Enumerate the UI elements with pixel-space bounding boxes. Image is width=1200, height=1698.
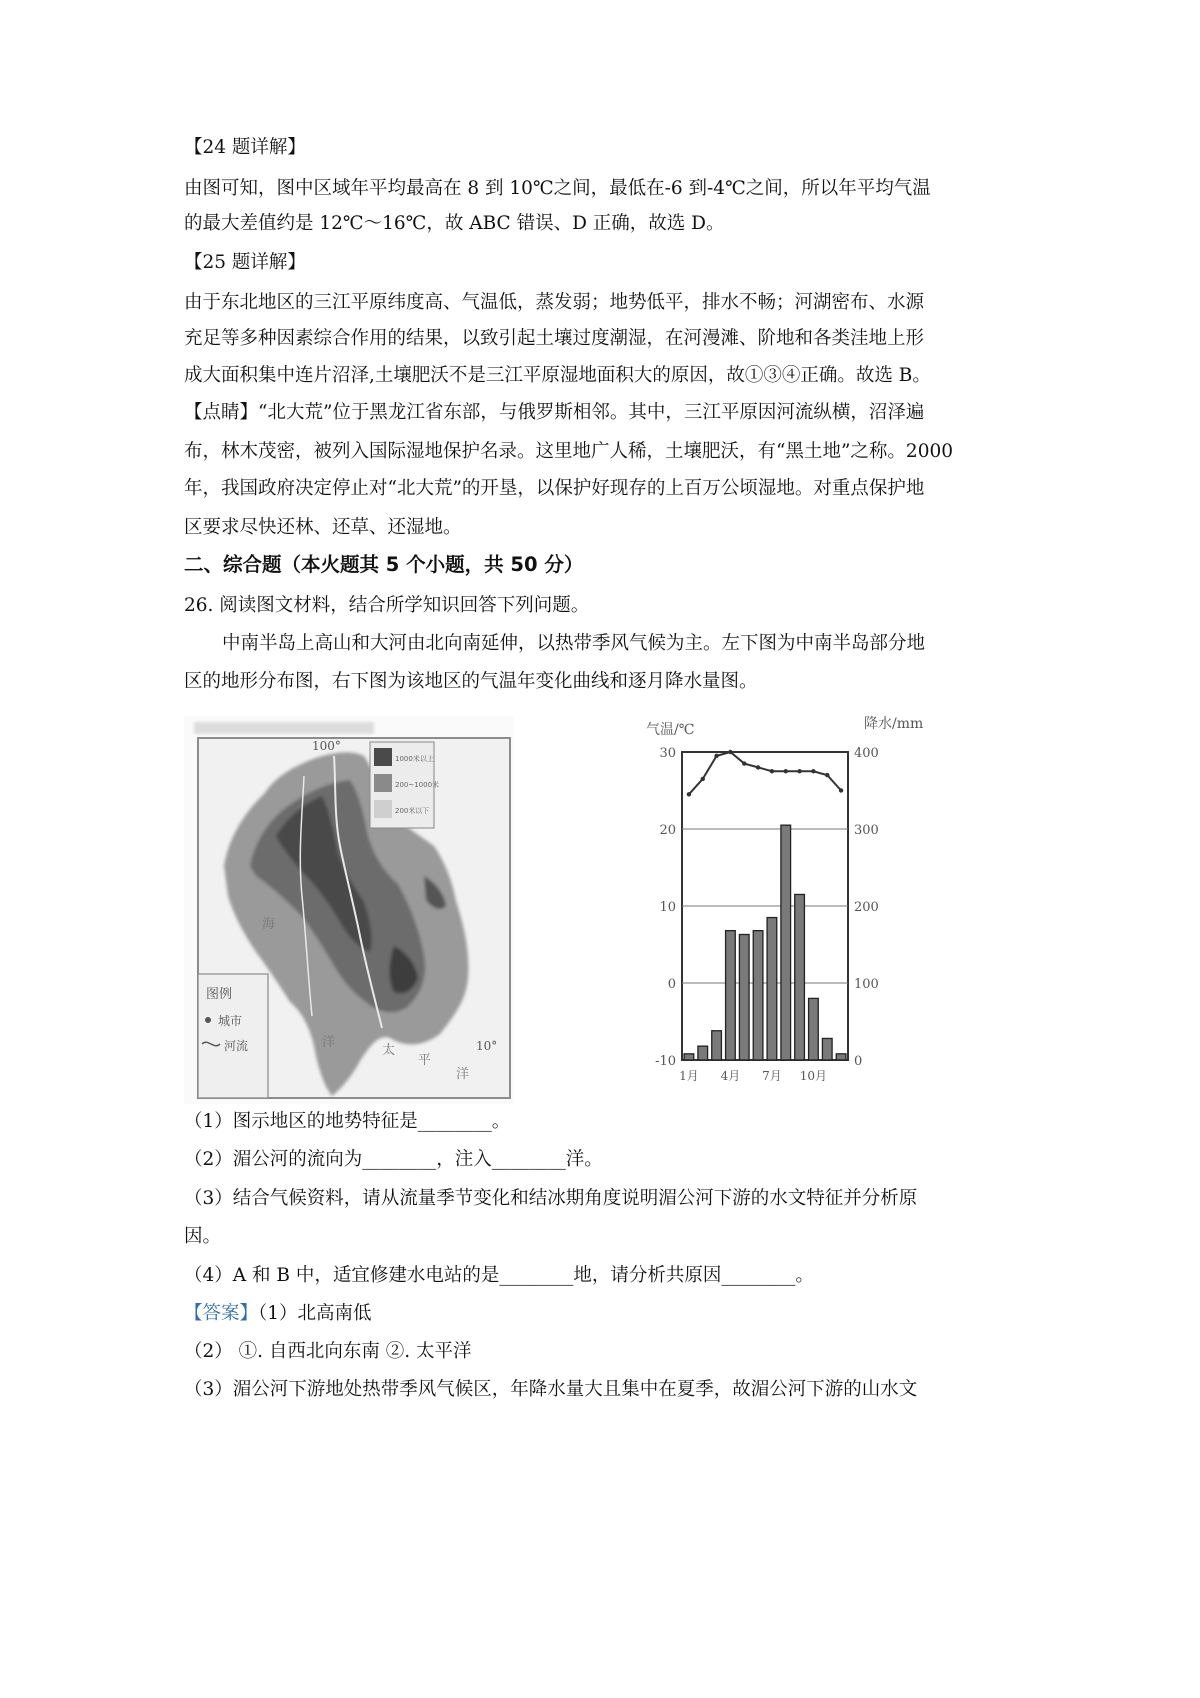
precipitation-bar	[712, 1031, 722, 1060]
map-elev-3: 200米以下	[395, 807, 430, 815]
precipitation-bar	[781, 825, 791, 1060]
precipitation-bar	[739, 934, 749, 1060]
q25-line-1: 由于东北地区的三江平原纬度高、气温低，蒸发弱；地势低平，排水不畅；河湖密布、水源	[184, 292, 925, 313]
answer-2: （2） ①. 自西北向东南 ②. 太平洋	[184, 1341, 472, 1362]
chart-x-tick: 7月	[762, 1069, 782, 1083]
temperature-point	[728, 750, 732, 754]
chart-y-right-tick: 300	[854, 823, 879, 838]
answer-label: 【答案】	[184, 1303, 259, 1324]
climate-chart	[640, 712, 950, 1092]
temperature-point	[756, 765, 760, 769]
chart-x-tick: 4月	[720, 1069, 741, 1083]
chart-y-right-tick: 400	[854, 746, 879, 761]
q26-question-3: （3）结合气候资料，请从流量季节变化和结冰期角度说明湄公河下游的水文特征并分析原	[184, 1188, 918, 1209]
dianjing-line-3: 年，我国政府决定停止对“北大荒”的开垦，以保护好现存的上百万公顷湿地。对重点保护地	[184, 478, 925, 499]
map-legend-city: 城市	[218, 1014, 243, 1028]
chart-y-left-tick: 20	[659, 823, 676, 838]
chart-y-left-tick: 30	[659, 746, 676, 761]
q26-material-line-1: 中南半岛上高山和大河由北向南延伸，以热带季风气候为主。左下图为中南半岛部分地	[222, 633, 926, 654]
q24-line-2: 的最大差值约是 12℃～16℃，故 ABC 错误、D 正确，故选 D。	[184, 213, 725, 234]
map-sea-1: 洋	[322, 1035, 336, 1050]
q26-question-3-cont: 因。	[184, 1226, 222, 1247]
q26-stem: 26. 阅读图文材料，结合所学知识回答下列问题。	[184, 595, 590, 616]
chart-y-right-tick: 100	[854, 977, 879, 992]
chart-x-tick: 1月	[679, 1069, 699, 1083]
map-sea-2: 太	[382, 1043, 396, 1058]
map-sea-3: 平	[418, 1053, 432, 1068]
precipitation-bar	[726, 931, 736, 1060]
answer-line-1	[184, 1302, 372, 1326]
chart-x-tick: 10月	[799, 1069, 828, 1083]
chart-y-left-tick: 10	[659, 900, 676, 915]
q26-question-2: （2）湄公河的流向为________，注入________洋。	[184, 1149, 603, 1170]
temperature-point	[714, 754, 718, 758]
temperature-point	[797, 769, 801, 773]
precipitation-bar	[753, 931, 763, 1060]
dianjing-line-2: 布，林木茂密，被列入国际湿地保护名录。这里地广人稀，土壤肥沃，有“黑土地”之称。2000	[184, 441, 953, 462]
q25-heading: 【25 题详解】	[184, 252, 306, 273]
precipitation-bar	[822, 1038, 832, 1060]
map-sea-4: 洋	[456, 1067, 470, 1082]
temperature-line	[689, 752, 841, 794]
precipitation-bar	[795, 894, 805, 1060]
precipitation-bar	[767, 918, 777, 1060]
terrain-map	[184, 716, 514, 1104]
precipitation-bar	[698, 1046, 708, 1060]
temperature-point	[770, 769, 774, 773]
chart-y-right-tick: 0	[854, 1054, 863, 1069]
answer-3: （3）湄公河下游地处热带季风气候区，年降水量大且集中在夏季，故湄公河下游的山水文	[184, 1379, 918, 1400]
temperature-point	[839, 788, 843, 792]
map-lon-top: 100°	[312, 739, 341, 753]
city-symbol-icon	[205, 1017, 211, 1023]
chart-y-left-tick: 0	[667, 977, 676, 992]
map-lon-right: 10°	[476, 1039, 498, 1053]
q24-line-1: 由图可知，图中区域年平均最高在 8 到 10℃之间，最低在-6 到-4℃之间，所以年平均气温	[184, 178, 931, 199]
map-elev-1: 1000米以上	[395, 755, 434, 763]
dianjing-line-4: 区要求尽快还林、还草、还湿地。	[184, 517, 462, 538]
map-elev-2: 200~1000米	[395, 781, 440, 789]
q25-line-2: 充足等多种因素综合作用的结果，以致引起土壤过度潮湿，在河漫滩、阶地和各类洼地上形	[184, 328, 925, 349]
temperature-point	[742, 761, 746, 765]
q26-question-4: （4）A 和 B 中，适宜修建水电站的是________地，请分析共原因________。	[184, 1265, 814, 1286]
dianjing-line-1: 【点睛】“北大荒”位于黑龙江省东部，与俄罗斯相邻。其中，三江平原因河流纵横，沼泽遍	[184, 402, 925, 423]
precipitation-bar	[836, 1054, 846, 1060]
q26-question-1: （1）图示地区的地势特征是________。	[184, 1111, 511, 1132]
q24-heading: 【24 题详解】	[184, 137, 306, 158]
temperature-point	[811, 769, 815, 773]
answer-1: （1）北高南低	[258, 1303, 372, 1324]
precipitation-bar	[684, 1054, 694, 1060]
q25-line-3: 成大面积集中连片沼泽,土壤肥沃不是三江平原湿地面积大的原因，故①③④正确。故选 B。	[184, 365, 931, 386]
temperature-point	[825, 773, 829, 777]
chart-ylabel-right: 降水/mm	[864, 716, 924, 732]
map-sea-5: 海	[262, 917, 276, 932]
q26-material-line-2: 区的地形分布图，右下图为该地区的气温年变化曲线和逐月降水量图。	[184, 671, 758, 692]
map-legend-river: 河流	[224, 1039, 249, 1053]
chart-y-left-tick: -10	[655, 1054, 676, 1069]
temperature-point	[687, 792, 691, 796]
precipitation-bar	[809, 998, 819, 1060]
section-2-title: 二、综合题（本火题其 5 个小题，共 50 分）	[184, 553, 584, 576]
map-legend-title: 图例	[206, 987, 233, 1002]
chart-ylabel-left: 气温/℃	[646, 722, 695, 738]
temperature-point	[784, 769, 788, 773]
temperature-point	[701, 777, 705, 781]
chart-y-right-tick: 200	[854, 900, 879, 915]
